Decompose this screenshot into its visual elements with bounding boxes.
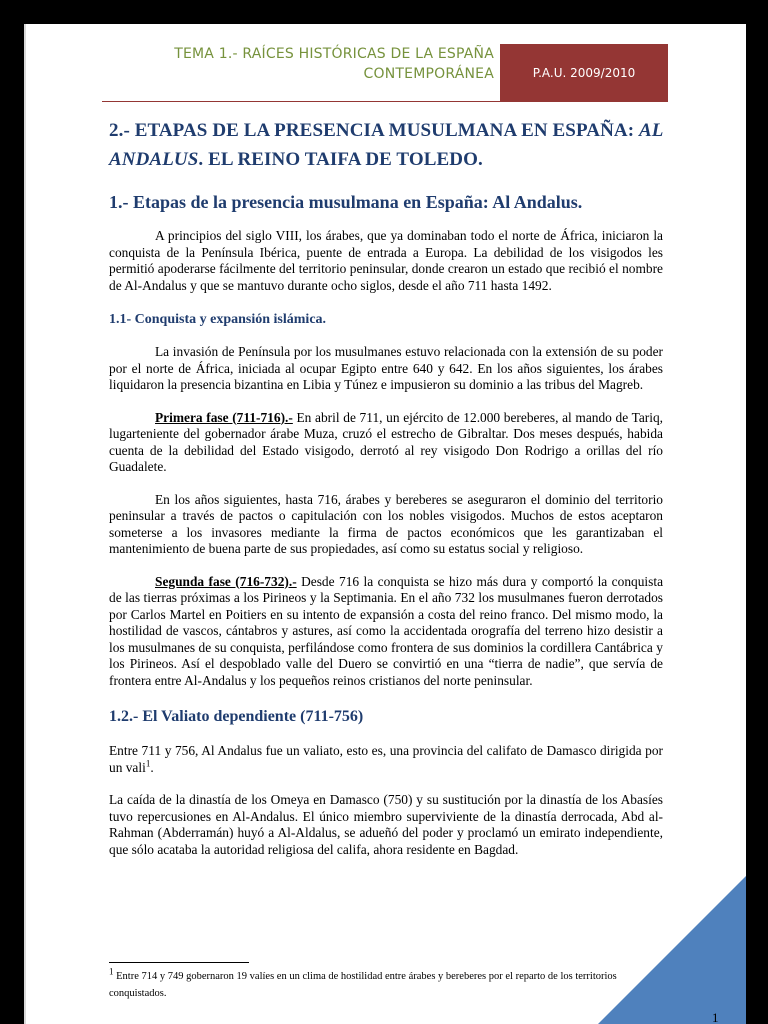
paragraph-valiato bbox=[109, 743, 663, 776]
footnote bbox=[109, 968, 663, 1002]
header-title-line2: CONTEMPORÁNEA bbox=[363, 66, 494, 82]
header-badge: P.A.U. 2009/2010 bbox=[500, 44, 668, 102]
paragraph-pactos: En los años siguientes, hasta 716, árabes y bereberes se aseguraron el dominio del territorio peninsular a través de pactos o capitulación con los nobles visigodos. Muchos de estos aceptaron someterse a los invasores mediante la firma de pactos económicos que les garantizaban el mantenimiento de buena parte de sus propiedades, así como su estatus social y religioso. bbox=[109, 491, 663, 556]
page-heading-part1: 2.- ETAPAS DE LA PRESENCIA MUSULMANA EN ESPAÑA: bbox=[109, 120, 639, 141]
valiato-text-end: . bbox=[150, 759, 154, 775]
corner-decoration bbox=[598, 876, 746, 1024]
section-title: 1.- Etapas de la presencia musulmana en España: Al Andalus. bbox=[109, 192, 583, 212]
segunda-fase-label: Segunda fase (716-732).- bbox=[155, 573, 297, 589]
subsection-title-valiato: 1.2.- El Valiato dependiente (711-756) bbox=[109, 708, 364, 725]
paragraph-omeya: La caída de la dinastía de los Omeya en Damasco (750) y su sustitución por la dinastía de los Abasíes tuvo repercusiones en Al-Andalus. El único miembro superviviente de la dinastía derrocada, Abd al-Rahman (Abderramán) huyó a Al-Aldalus, se adueñó del poder y proclamó un emirato independiente, que sólo acataba la autoridad religiosa del califa, ahora residente en Bagdad. bbox=[109, 792, 663, 857]
paragraph-invasion: La invasión de Península por los musulmanes estuvo relacionada con la extensión de su poder por el norte de África, iniciada al ocupar Egipto entre 640 y 642. En los años siguientes, los árabes liquidaron la presencia bizantina en Libia y Túnez e impusieron su dominio a las tribus del Magreb. bbox=[109, 344, 663, 392]
paragraph-primera-fase bbox=[109, 410, 663, 476]
footnote-reference[interactable]: 1 bbox=[145, 758, 151, 769]
valiato-text: Entre 711 y 756, Al Andalus fue un valiato, esto es, una provincia del califato de Damasco dirigida por un vali bbox=[109, 743, 663, 775]
footnote-marker: 1 bbox=[109, 966, 114, 977]
main-content bbox=[109, 116, 663, 858]
primera-fase-label: Primera fase (711-716).- bbox=[155, 409, 293, 425]
intro-paragraph: A principios del siglo VIII, los árabes, que ya dominaban todo el norte de África, iniciaron la conquista de la Península Ibérica, puente de entrada a Europa. La debilidad de los visigodos les permitió apoderarse fácilmente del territorio peninsular, donde crearon un estado que recibió el nombre de Al-Andalus y que se mantuvo durante ocho siglos, desde el año 711 hasta 1492. bbox=[109, 228, 663, 293]
footnote-text: Entre 714 y 749 gobernaron 19 valíes en un clima de hostilidad entre árabes y bereberes por el reparto de los territorios conquistados. bbox=[109, 971, 617, 999]
segunda-fase-text: Desde 716 la conquista se hizo más dura y comportó la conquista de las tierras próximas a los Pirineos y la Septimania. En el año 732 los musulmanes fueron derrotados por Carlos Martel en Poitiers en su intento de expansión a costa del reino franco. Del mismo modo, la hostilidad de vascos, cántabros y astures, así como la accidentada orografía del terreno hizo desistir a los musulmanes de su conquista, perfilándose como frontera de sus dominios la cordillera Cantábrica y los Pirineos. Así el despoblado valle del Duero se convirtió en una “tierra de nadie”, que servía de frontera entre Al-Andalus y los pequeños reinos cristianos del norte peninsular. bbox=[109, 573, 664, 688]
page-number: 1 bbox=[712, 1010, 719, 1024]
paragraph-segunda-fase bbox=[109, 574, 663, 690]
footnote-divider bbox=[109, 962, 249, 963]
header-divider bbox=[102, 101, 668, 102]
subsection-title-conquista: 1.1- Conquista y expansión islámica. bbox=[109, 312, 327, 327]
page-heading bbox=[109, 116, 663, 174]
page-heading-italic: AL ANDALUS bbox=[109, 120, 663, 170]
document-page bbox=[24, 24, 746, 1024]
header-title-line1: TEMA 1.- RAÍCES HISTÓRICAS DE LA ESPAÑA bbox=[174, 46, 494, 62]
primera-fase-text: En abril de 711, un ejército de 12.000 bereberes, al mando de Tariq, lugarteniente del gobernador árabe Muza, cruzó el estrecho de Gibraltar. Dos meses después, habida cuenta de la debilidad del Estado visigodo, derrotó al rey visigodo Don Rodrigo a orillas del río Guadalete. bbox=[109, 409, 663, 474]
header-title bbox=[102, 44, 494, 84]
page-heading-part2: . EL REINO TAIFA DE TOLEDO. bbox=[198, 149, 483, 170]
